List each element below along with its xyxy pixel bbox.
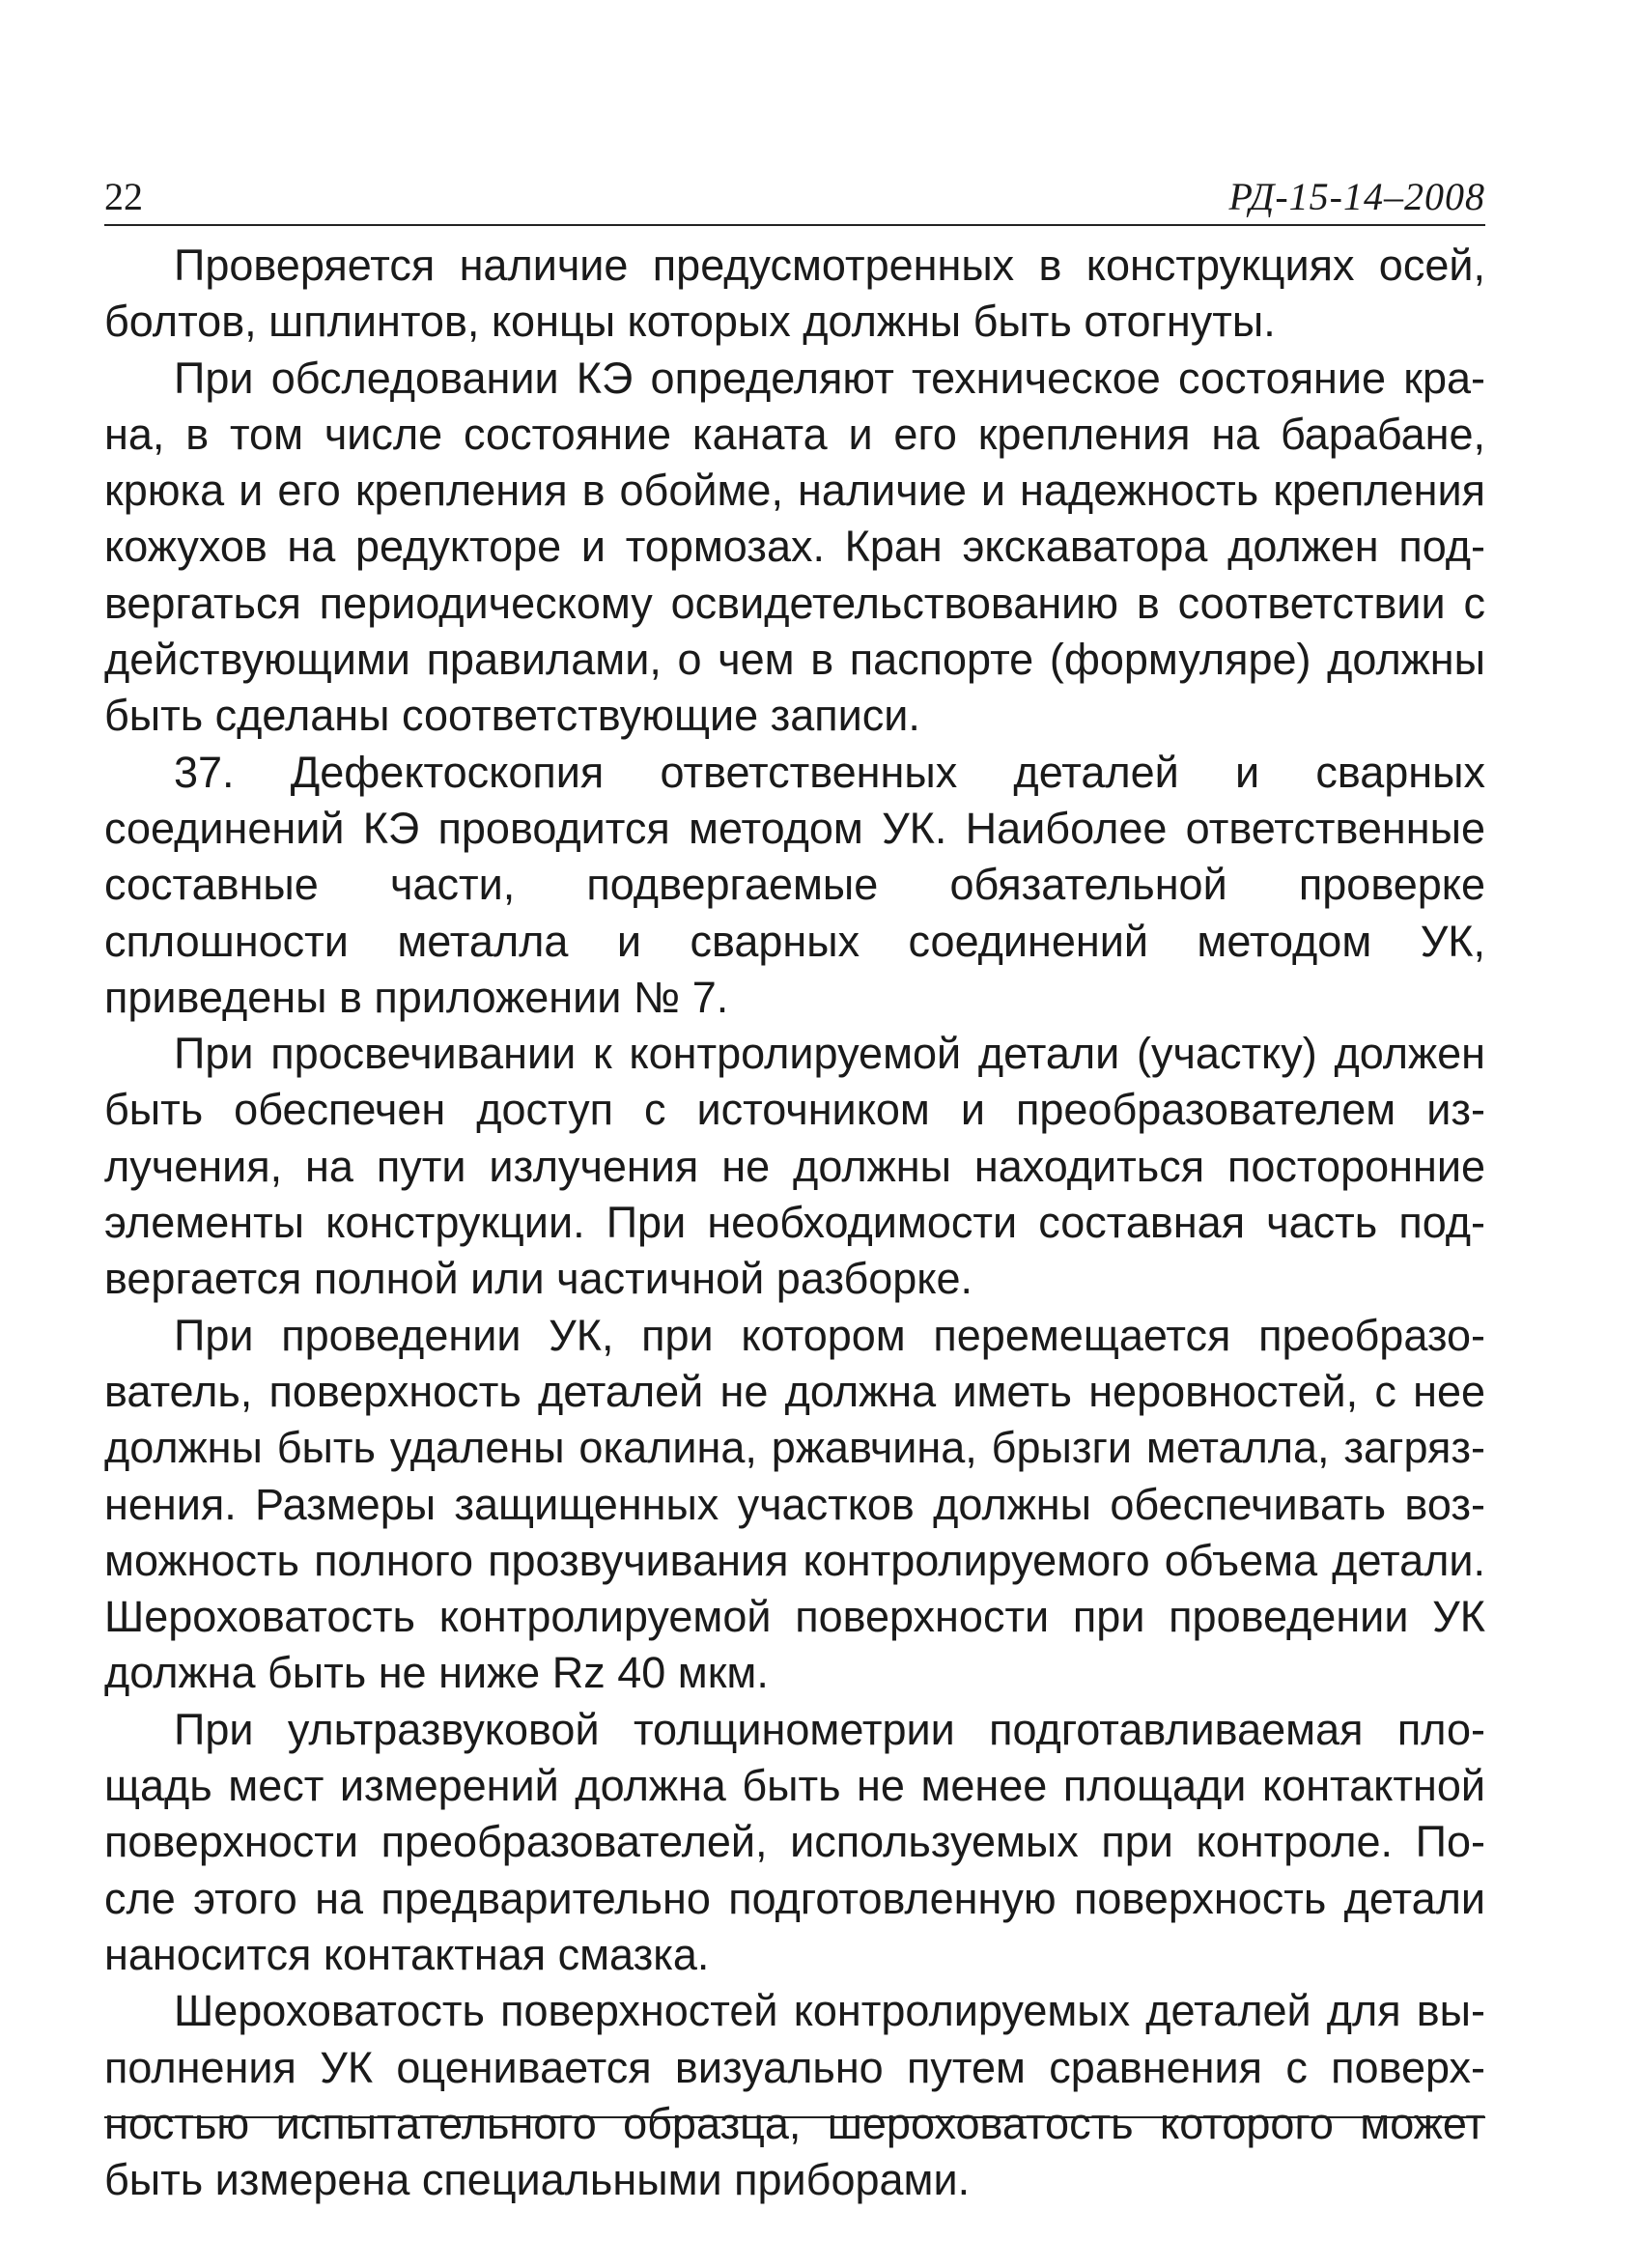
body-text [104,238,1485,2208]
footer-rule [104,2116,1485,2118]
document-code: РД-15-14–2008 [1228,175,1485,218]
paragraph: При проведении УК, при котором перемещается преобразователь, поверхность деталей не должна иметь неровностей, с нее должны быть удалены окалина, ржавчина, брызги металла, загрязнения. Размеры защищенных участков должны обеспечивать возможность полного прозвучивания контролируемого объема детали. Шероховатость контролируемой поверхности при проведении УК должна быть не ниже Rz 40 мкм. [104,1310,1485,1698]
paragraph: 37. Дефектоскопия ответственных деталей и сварных соединений КЭ проводится методом УК. Наиболее ответственные составные части, подвергаемые обязательной проверке сплошности металла и сварных соединений методом УК, приведены в приложении № 7. [104,747,1485,1022]
paragraph: Проверяется наличие предусмотренных в конструкциях осей, болтов, шплинтов, концы которых должны быть отогнуты. [104,241,1485,347]
page-number: 22 [104,175,143,218]
paragraph: При обследовании КЭ определяют техническое состояние крана, в том числе состояние каната и его крепления на барабане, крюка и его крепления в обойме, наличие и надежность крепления кожухов на редукторе и тормозах. Кран экскаватора должен подвергаться периодическому освидетельствованию в соответствии с действующими правилами, о чем в паспорте (формуляре) должны быть сделаны соответствующие записи. [104,353,1485,741]
paragraph: При ультразвуковой толщинометрии подготавливаемая площадь мест измерений должна быть не менее площади контактной поверхности преобразователей, используемых при контроле. После этого на предварительно подготовленную поверхность детали наносится контактная смазка. [104,1704,1485,1979]
document-page [104,174,1485,2208]
page-header [104,174,1485,226]
paragraph: При просвечивании к контролируемой детали (участку) должен быть обеспечен доступ с источником и преобразователем излучения, на пути излучения не должны находиться посторонние элементы конструкции. При необходимости составная часть подвергается полной или частичной разборке. [104,1029,1485,1304]
paragraph: Шероховатость поверхностей контролируемых деталей для выполнения УК оценивается визуально путем сравнения с поверхностью испытательного образца, шероховатость которого может быть измерена специальными приборами. [104,1986,1485,2205]
